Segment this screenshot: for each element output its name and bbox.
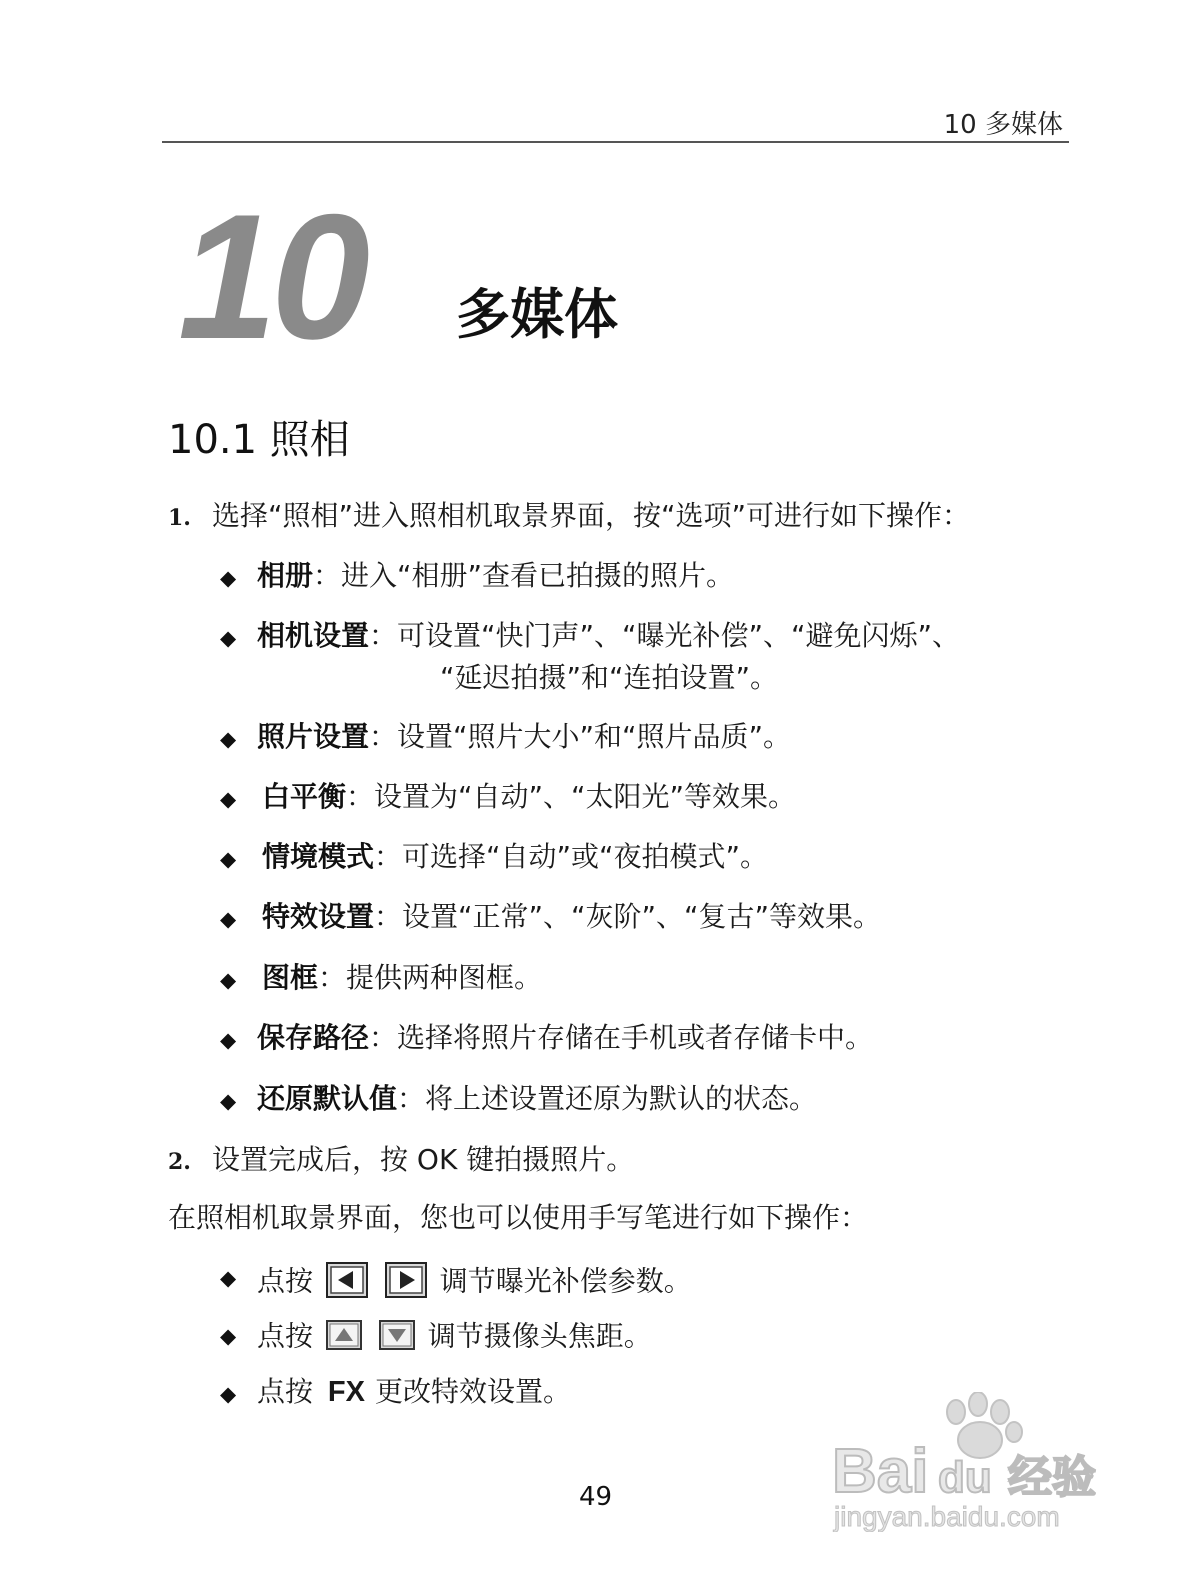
list-item [262, 900, 882, 933]
stylus-prefix: 点按 [257, 1375, 314, 1408]
svg-text:经验: 经验 [1008, 1452, 1096, 1503]
chapter-number: 10 [178, 177, 364, 376]
option-desc: ：设置“正常”、“灰阶”、“复古”等效果。 [374, 900, 882, 933]
chapter-title: 多媒体 [456, 283, 618, 346]
diamond-bullet-icon: ◆ [220, 907, 237, 931]
option-term: 照片设置 [257, 720, 370, 753]
list-item [257, 559, 735, 592]
diamond-bullet-icon: ◆ [220, 787, 237, 811]
left-arrow-button-icon [326, 1262, 368, 1303]
option-desc: ：将上述设置还原为默认的状态。 [397, 1082, 818, 1115]
diamond-bullet-icon: ◆ [220, 1324, 237, 1348]
option-term: 相册 [257, 559, 314, 592]
step-text: 设置完成后，按 OK 键拍摄照片。 [212, 1143, 635, 1176]
step-text: 选择“照相”进入照相机取景界面，按“选项”可进行如下操作： [212, 499, 971, 532]
down-arrow-button-icon [379, 1320, 415, 1355]
diamond-bullet-icon: ◆ [220, 566, 237, 590]
option-desc: ：设置“照片大小”和“照片品质”。 [369, 720, 792, 753]
list-item [257, 720, 792, 753]
list-item [257, 1082, 818, 1115]
option-term: 图框 [262, 961, 319, 994]
list-item [257, 1021, 874, 1054]
option-desc: ：可设置“快门声”、“曝光补偿”、“避免闪烁”、 [369, 619, 961, 652]
svg-text:jingyan.baidu.com: jingyan.baidu.com [834, 1501, 1060, 1532]
svg-text:Bai: Bai [832, 1437, 929, 1506]
option-desc: ：设置为“自动”、“太阳光”等效果。 [346, 780, 797, 813]
running-head: 10 多媒体 [943, 110, 1063, 140]
step-2 [168, 1143, 635, 1176]
list-item [257, 1375, 571, 1408]
option-term: 情境模式 [262, 840, 375, 873]
option-term: 特效设置 [262, 900, 375, 933]
header-rule [162, 141, 1069, 143]
diamond-bullet-icon: ◆ [220, 1089, 237, 1113]
up-arrow-button-icon [326, 1320, 362, 1355]
list-item [262, 961, 543, 994]
svg-text:du: du [938, 1453, 992, 1502]
diamond-bullet-icon: ◆ [220, 968, 237, 992]
page-number: 49 [578, 1482, 613, 1512]
option-desc-continued: “延迟拍摄”和“连拍设置”。 [440, 661, 779, 694]
diamond-bullet-icon: ◆ [220, 1266, 237, 1290]
list-item [262, 840, 769, 873]
diamond-bullet-icon: ◆ [220, 626, 237, 650]
stylus-desc: 调节曝光补偿参数。 [439, 1264, 692, 1298]
section-title: 10.1 照相 [168, 417, 350, 463]
option-desc: ：进入“相册”查看已拍摄的照片。 [313, 559, 735, 592]
option-desc: ：可选择“自动”或“夜拍模式”。 [374, 840, 769, 873]
stylus-prefix: 点按 [257, 1319, 314, 1353]
step-number: 1. [168, 505, 191, 531]
option-desc: ：选择将照片存储在手机或者存储卡中。 [369, 1021, 874, 1054]
right-arrow-button-icon [385, 1262, 427, 1303]
list-item [257, 1262, 692, 1303]
list-item [262, 780, 797, 813]
stylus-intro: 在照相机取景界面，您也可以使用手写笔进行如下操作： [168, 1201, 869, 1234]
diamond-bullet-icon: ◆ [220, 847, 237, 871]
list-item [257, 1320, 652, 1355]
stylus-desc: 调节摄像头焦距。 [427, 1319, 652, 1353]
option-term: 相机设置 [257, 619, 370, 652]
diamond-bullet-icon: ◆ [220, 1028, 237, 1052]
list-item [257, 619, 961, 652]
option-term: 还原默认值 [257, 1082, 398, 1115]
option-desc: ：提供两种图框。 [318, 961, 543, 994]
diamond-bullet-icon: ◆ [220, 1382, 237, 1406]
stylus-prefix: 点按 [257, 1264, 314, 1298]
diamond-bullet-icon: ◆ [220, 727, 237, 751]
baidu-paw-logo-icon [828, 1392, 1128, 1532]
option-term: 保存路径 [257, 1021, 370, 1054]
option-term: 白平衡 [262, 780, 347, 813]
stylus-desc: 更改特效设置。 [374, 1375, 571, 1408]
baidu-jingyan-watermark [828, 1392, 1128, 1532]
step-number: 2. [168, 1149, 191, 1175]
step-1 [168, 499, 971, 532]
fx-key: FX [327, 1376, 365, 1408]
